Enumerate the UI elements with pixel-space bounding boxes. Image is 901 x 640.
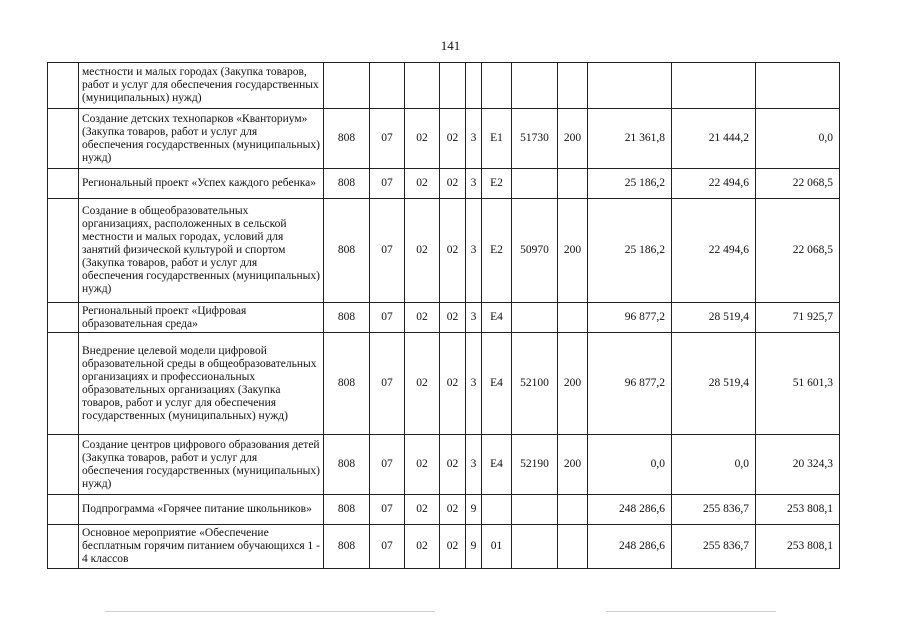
row-name-cell: Подпрограмма «Горячее питание школьников» xyxy=(79,495,324,525)
subsection-code-cell: 02 xyxy=(405,333,440,435)
amount-year2-cell: 22 494,6 xyxy=(672,169,756,199)
row-index-cell xyxy=(48,303,79,333)
amount-year3-cell: 71 925,7 xyxy=(756,303,840,333)
amount-year2-cell: 255 836,7 xyxy=(672,525,756,569)
section-code-cell: 07 xyxy=(370,199,405,303)
amount-year1-cell: 0,0 xyxy=(588,435,672,495)
target-article-direction-cell xyxy=(512,525,558,569)
subsection-code-cell: 02 xyxy=(405,495,440,525)
subsection-code-cell: 02 xyxy=(405,435,440,495)
target-article-direction-cell xyxy=(512,63,558,109)
amount-year3-cell: 51 601,3 xyxy=(756,333,840,435)
expense-type-cell: 200 xyxy=(558,333,588,435)
amount-year2-cell: 255 836,7 xyxy=(672,495,756,525)
budget-table xyxy=(47,62,840,569)
table-row xyxy=(48,333,840,435)
expense-type-cell: 200 xyxy=(558,435,588,495)
expense-type-cell: 200 xyxy=(558,109,588,169)
target-article-direction-cell xyxy=(512,495,558,525)
expense-type-cell xyxy=(558,495,588,525)
amount-year2-cell: 21 444,2 xyxy=(672,109,756,169)
target-article-subprogram-cell: 3 xyxy=(466,303,482,333)
target-article-project-cell: E1 xyxy=(482,109,512,169)
section-code-cell: 07 xyxy=(370,169,405,199)
row-index-cell xyxy=(48,109,79,169)
target-article-direction-cell: 51730 xyxy=(512,109,558,169)
subsection-code-cell: 02 xyxy=(405,199,440,303)
row-name-cell: местности и малых городах (Закупка товаров, работ и услуг для обеспечения государственных (муниципальных) нужд) xyxy=(79,63,324,109)
grbs-code-cell: 808 xyxy=(324,435,370,495)
amount-year3-cell: 22 068,5 xyxy=(756,169,840,199)
target-article-project-cell xyxy=(482,63,512,109)
row-index-cell xyxy=(48,495,79,525)
target-article-subprogram-cell: 3 xyxy=(466,435,482,495)
target-article-program-cell: 02 xyxy=(440,199,466,303)
amount-year3-cell: 253 808,1 xyxy=(756,495,840,525)
amount-year2-cell xyxy=(672,63,756,109)
amount-year1-cell: 248 286,6 xyxy=(588,525,672,569)
target-article-project-cell: E4 xyxy=(482,333,512,435)
amount-year1-cell: 21 361,8 xyxy=(588,109,672,169)
grbs-code-cell: 808 xyxy=(324,303,370,333)
section-code-cell: 07 xyxy=(370,435,405,495)
amount-year1-cell: 96 877,2 xyxy=(588,333,672,435)
section-code-cell: 07 xyxy=(370,333,405,435)
expense-type-cell: 200 xyxy=(558,199,588,303)
row-name-cell: Основное мероприятие «Обеспечение бесплатным горячим питанием обучающихся 1 - 4 классов xyxy=(79,525,324,569)
target-article-project-cell: E2 xyxy=(482,169,512,199)
row-index-cell xyxy=(48,435,79,495)
subsection-code-cell: 02 xyxy=(405,109,440,169)
target-article-direction-cell xyxy=(512,169,558,199)
amount-year3-cell: 20 324,3 xyxy=(756,435,840,495)
row-index-cell xyxy=(48,63,79,109)
target-article-program-cell: 02 xyxy=(440,333,466,435)
amount-year1-cell: 25 186,2 xyxy=(588,199,672,303)
amount-year2-cell: 28 519,4 xyxy=(672,303,756,333)
target-article-subprogram-cell: 9 xyxy=(466,525,482,569)
target-article-project-cell: E4 xyxy=(482,435,512,495)
table-row xyxy=(48,109,840,169)
amount-year3-cell xyxy=(756,63,840,109)
target-article-program-cell: 02 xyxy=(440,495,466,525)
section-code-cell xyxy=(370,63,405,109)
row-index-cell xyxy=(48,169,79,199)
target-article-subprogram-cell xyxy=(466,63,482,109)
target-article-program-cell: 02 xyxy=(440,435,466,495)
expense-type-cell xyxy=(558,63,588,109)
table-row xyxy=(48,169,840,199)
target-article-program-cell xyxy=(440,63,466,109)
grbs-code-cell: 808 xyxy=(324,109,370,169)
expense-type-cell xyxy=(558,525,588,569)
subsection-code-cell xyxy=(405,63,440,109)
section-code-cell: 07 xyxy=(370,303,405,333)
grbs-code-cell: 808 xyxy=(324,333,370,435)
target-article-program-cell: 02 xyxy=(440,303,466,333)
target-article-subprogram-cell: 3 xyxy=(466,109,482,169)
target-article-program-cell: 02 xyxy=(440,109,466,169)
amount-year2-cell: 0,0 xyxy=(672,435,756,495)
target-article-project-cell: E4 xyxy=(482,303,512,333)
section-code-cell: 07 xyxy=(370,495,405,525)
amount-year3-cell: 0,0 xyxy=(756,109,840,169)
section-code-cell: 07 xyxy=(370,525,405,569)
row-name-cell: Создание в общеобразовательных организациях, расположенных в сельской местности и малых городах, условий для занятий физической культурой и спортом (Закупка товаров, работ и услуг для обеспечения государственных (муниципальных) нужд) xyxy=(79,199,324,303)
subsection-code-cell: 02 xyxy=(405,303,440,333)
target-article-subprogram-cell: 3 xyxy=(466,199,482,303)
subsection-code-cell: 02 xyxy=(405,525,440,569)
row-name-cell: Создание центров цифрового образования детей (Закупка товаров, работ и услуг для обеспечения государственных (муниципальных) нужд) xyxy=(79,435,324,495)
subsection-code-cell: 02 xyxy=(405,169,440,199)
row-name-cell: Региональный проект «Успех каждого ребенка» xyxy=(79,169,324,199)
page-number: 141 xyxy=(440,38,461,53)
grbs-code-cell: 808 xyxy=(324,199,370,303)
target-article-subprogram-cell: 9 xyxy=(466,495,482,525)
table-row xyxy=(48,495,840,525)
row-name-cell: Создание детских технопарков «Кванториум» (Закупка товаров, работ и услуг для обеспечения государственных (муниципальных) нужд) xyxy=(79,109,324,169)
amount-year2-cell: 28 519,4 xyxy=(672,333,756,435)
target-article-subprogram-cell: 3 xyxy=(466,169,482,199)
expense-type-cell xyxy=(558,303,588,333)
table-row xyxy=(48,63,840,109)
grbs-code-cell xyxy=(324,63,370,109)
grbs-code-cell: 808 xyxy=(324,495,370,525)
scan-artifact-line xyxy=(606,611,776,612)
target-article-direction-cell: 52190 xyxy=(512,435,558,495)
target-article-project-cell: 01 xyxy=(482,525,512,569)
amount-year1-cell: 248 286,6 xyxy=(588,495,672,525)
target-article-project-cell xyxy=(482,495,512,525)
target-article-program-cell: 02 xyxy=(440,525,466,569)
grbs-code-cell: 808 xyxy=(324,525,370,569)
grbs-code-cell: 808 xyxy=(324,169,370,199)
amount-year3-cell: 253 808,1 xyxy=(756,525,840,569)
row-index-cell xyxy=(48,525,79,569)
row-name-cell: Внедрение целевой модели цифровой образовательной среды в общеобразовательных организациях и профессиональных образовательных организациях (Закупка товаров, работ и услуг для обеспечения государственных (муниципальных) нужд) xyxy=(79,333,324,435)
amount-year1-cell xyxy=(588,63,672,109)
target-article-program-cell: 02 xyxy=(440,169,466,199)
amount-year1-cell: 96 877,2 xyxy=(588,303,672,333)
expense-type-cell xyxy=(558,169,588,199)
target-article-direction-cell: 50970 xyxy=(512,199,558,303)
row-name-cell: Региональный проект «Цифровая образовательная среда» xyxy=(79,303,324,333)
amount-year3-cell: 22 068,5 xyxy=(756,199,840,303)
row-index-cell xyxy=(48,333,79,435)
target-article-direction-cell: 52100 xyxy=(512,333,558,435)
scan-artifact-line xyxy=(105,611,435,612)
target-article-direction-cell xyxy=(512,303,558,333)
table-row xyxy=(48,303,840,333)
table-row xyxy=(48,199,840,303)
amount-year1-cell: 25 186,2 xyxy=(588,169,672,199)
table-row xyxy=(48,435,840,495)
target-article-project-cell: E2 xyxy=(482,199,512,303)
section-code-cell: 07 xyxy=(370,109,405,169)
row-index-cell xyxy=(48,199,79,303)
table-row xyxy=(48,525,840,569)
amount-year2-cell: 22 494,6 xyxy=(672,199,756,303)
target-article-subprogram-cell: 3 xyxy=(466,333,482,435)
